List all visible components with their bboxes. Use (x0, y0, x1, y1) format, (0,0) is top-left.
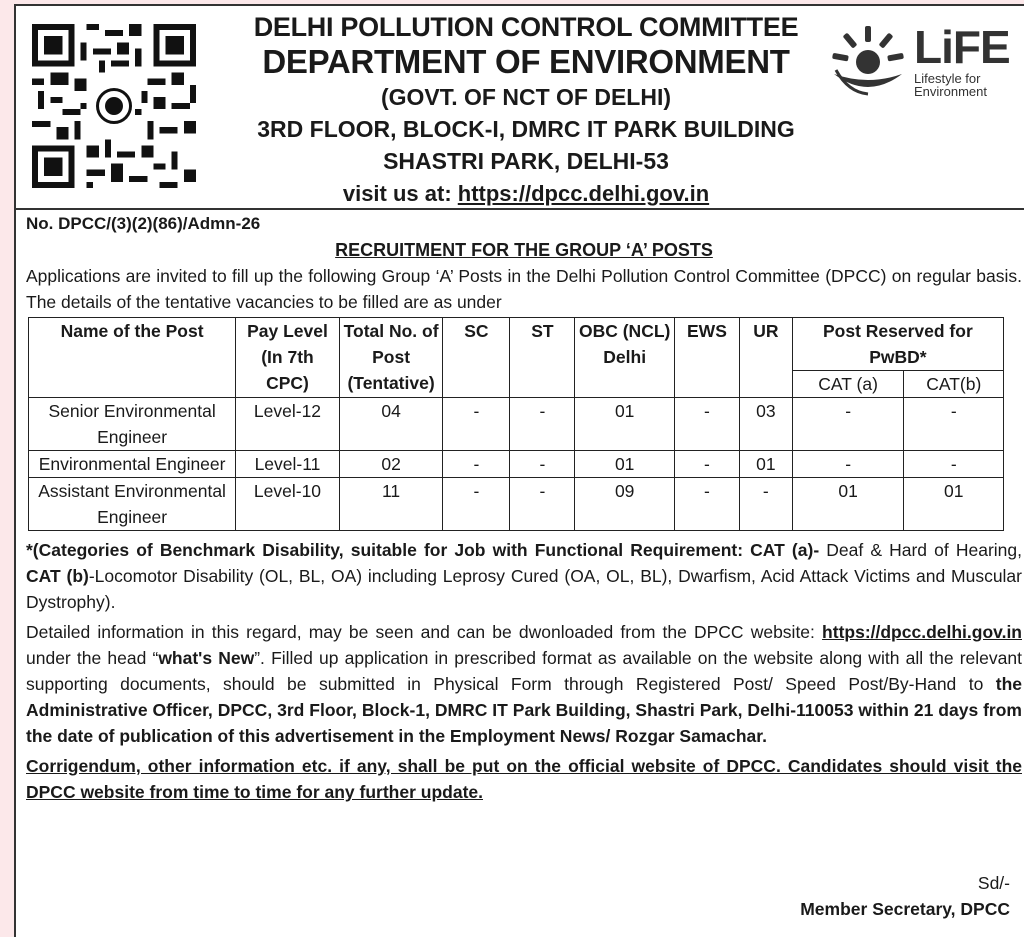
visit-line (236, 183, 816, 205)
footnote-bold-2: CAT (b) (26, 566, 89, 586)
footnote-text-2: -Locomotor Disability (OL, BL, OA) including Leprosy Cured (OA, OL, BL), Dwarfism, Acid Attack Victims and Muscular Dystrophy). (26, 566, 1022, 612)
cell-post: Environmental Engineer (29, 451, 236, 478)
header-cat-a: CAT (a) (792, 371, 904, 398)
cell-total: 11 (339, 478, 443, 531)
cell-total: 04 (339, 398, 443, 451)
cell-sc: - (443, 478, 510, 531)
cell-st: - (510, 398, 575, 451)
letterhead (16, 6, 1024, 210)
details-paragraph (26, 619, 1022, 749)
cell-post: Senior Environmental Engineer (29, 398, 236, 451)
cell-ews: - (674, 478, 739, 531)
cell-cat-a: - (792, 451, 904, 478)
submission-address: the Administrative Officer, DPCC, 3rd Floor, Block-1, DMRC IT Park Building, Shastri Park, Delhi-110053 within 21 days from the date of publication of this advertisement in the Employment News/ Rozgar Samachar. (26, 674, 1022, 746)
signature-sd: Sd/- (977, 873, 1010, 893)
cell-pay-level: Level-10 (236, 478, 340, 531)
whatsapp-icon (96, 88, 132, 124)
header-pay-level: Pay Level (In 7th CPC) (236, 318, 340, 398)
header-obc: OBC (NCL) Delhi (575, 318, 675, 398)
header-st: ST (510, 318, 575, 398)
recruitment-title: RECRUITMENT FOR THE GROUP ‘A’ POSTS (335, 240, 713, 260)
department-name: DEPARTMENT OF ENVIRONMENT (262, 43, 790, 80)
cell-total: 02 (339, 451, 443, 478)
signature-block (800, 870, 1010, 922)
visit-prefix: visit us at: (342, 181, 458, 206)
address-line-2: SHASTRI PARK, DELHI-53 (383, 148, 669, 174)
footnote-bold-1: *(Categories of Benchmark Disability, suitable for Job with Functional Requirement: CAT (a)- (26, 540, 820, 560)
cell-ews: - (674, 451, 739, 478)
cell-pay-level: Level-11 (236, 451, 340, 478)
government-name: (GOVT. OF NCT OF DELHI) (380, 84, 672, 110)
details-website-link[interactable]: https://dpcc.delhi.gov.in (822, 622, 1022, 642)
cell-ur: 01 (739, 451, 792, 478)
header-cat-b: CAT(b) (904, 371, 1004, 398)
disability-footnote (26, 537, 1022, 615)
header-pwbd: Post Reserved for PwBD* (792, 318, 1003, 371)
corrigendum-note: Corrigendum, other information etc. if any, shall be put on the official website of DPCC. Candidates should visit the DPCC website from time to time for any further update. (26, 756, 1022, 802)
signatory-designation: Member Secretary, DPCC (800, 899, 1010, 919)
cell-cat-b: - (904, 451, 1004, 478)
header-ur: UR (739, 318, 792, 398)
cell-ur: - (739, 478, 792, 531)
logo-tagline (914, 72, 987, 98)
whats-new-label: what's New (158, 648, 255, 668)
cell-cat-a: - (792, 398, 904, 451)
table-header-row (29, 318, 1004, 371)
table-row (29, 478, 1004, 531)
logo-tagline-1: Lifestyle for (914, 71, 981, 86)
life-logo (828, 20, 1018, 100)
cell-st: - (510, 451, 575, 478)
details-text-1: Detailed information in this regard, may be seen and can be dwonloaded from the DPCC website: (26, 622, 823, 642)
cell-cat-a: 01 (792, 478, 904, 531)
cell-pay-level: Level-12 (236, 398, 340, 451)
header-sc: SC (443, 318, 510, 398)
header-total-posts: Total No. of Post (Tentative) (339, 318, 443, 398)
details-text-3: ”. Filled up application in prescribed format as available on the website along with all the relevant supporting documents, should be submitted in Physical Form through Registered Post/ Speed Post/By-Hand to (26, 648, 1022, 694)
vacancy-table (28, 317, 1004, 531)
cell-ews: - (674, 398, 739, 451)
address-line-1: 3RD FLOOR, BLOCK-I, DMRC IT PARK BUILDING (257, 116, 795, 142)
qr-code-icon (26, 18, 202, 194)
advertisement-page (14, 4, 1024, 937)
footnote-text-1: Deaf & Hard of Hearing, (819, 540, 1022, 560)
header-post: Name of the Post (29, 318, 236, 398)
table-row (29, 398, 1004, 451)
logo-tagline-2: Environment (914, 84, 987, 99)
intro-paragraph: Applications are invited to fill up the following Group ‘A’ Posts in the Delhi Pollution Control Committee (DPCC) on regular basis. The details of the tentative vacancies to be filled are as under (26, 266, 1022, 312)
cell-obc: 01 (575, 398, 675, 451)
cell-post: Assistant Environmental Engineer (29, 478, 236, 531)
cell-cat-b: 01 (904, 478, 1004, 531)
cell-obc: 09 (575, 478, 675, 531)
sun-leaf-icon (828, 20, 908, 100)
website-link[interactable]: https://dpcc.delhi.gov.in (457, 181, 710, 206)
header-ews: EWS (674, 318, 739, 398)
letterhead-text (236, 12, 816, 205)
cell-sc: - (443, 451, 510, 478)
logo-name: LiFE (914, 21, 1010, 73)
details-text-2: under the head “ (26, 648, 159, 668)
reference-number: No. DPCC/(3)(2)(86)/Admn-26 (26, 214, 261, 233)
advertisement-body (26, 212, 1022, 919)
cell-cat-b: - (904, 398, 1004, 451)
cell-sc: - (443, 398, 510, 451)
table-row (29, 451, 1004, 478)
cell-ur: 03 (739, 398, 792, 451)
cell-st: - (510, 478, 575, 531)
cell-obc: 01 (575, 451, 675, 478)
committee-name: DELHI POLLUTION CONTROL COMMITTEE (253, 12, 799, 42)
